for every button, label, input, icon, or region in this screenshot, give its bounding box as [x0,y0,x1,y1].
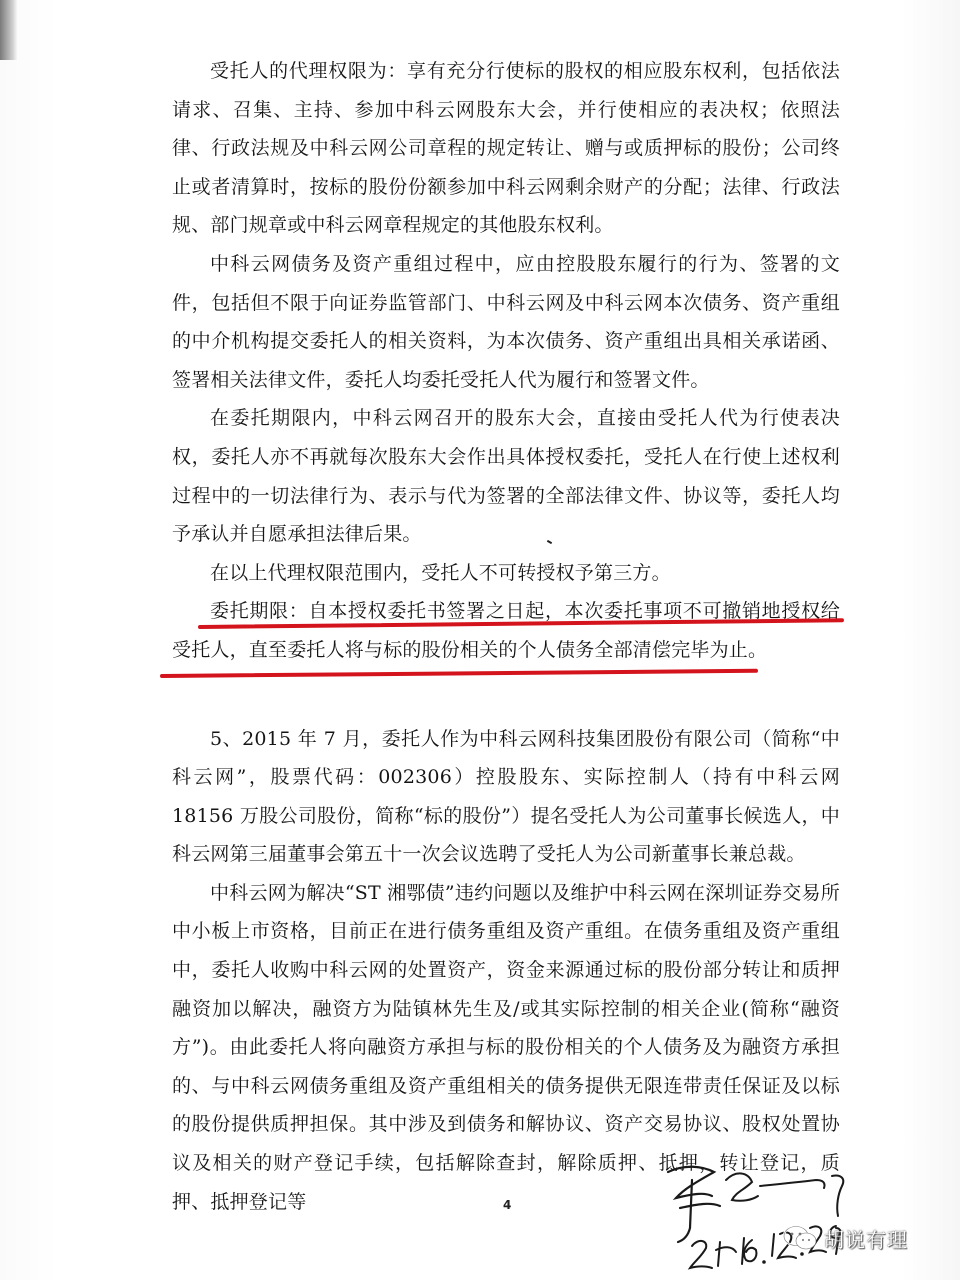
watermark [782,1222,908,1254]
paragraph-no-sub-delegation: 在以上代理权限范围内，受托人不可转授权予第三方。 [210,561,671,584]
paragraph-agent-authority: 受托人的代理权限为：享有充分行使标的股权的相应股东权利，包括依法请求、召集、主持、参加中科云网股东大会，并行使相应的表决权；依照法律、行政法规及中科云网公司章程的规定转让、赠与或质押标的股份；公司终止或者清算时，按标的股份份额参加中科云网剩余财产的分配；法律、行政法规、部门规章或中科云网章程规定的其他股东权利。 [172,60,840,237]
paragraph-debt-restructuring: 中科云网为解决“ST 湘鄂债”违约问题以及维护中科云网在深圳证券交易所中小板上市资格，目前正在进行债务重组及资产重组。在债务重组及资产重组中，委托人收购中科云网的处置资产，资金来源通过标的股份部分转让和质押融资加以解决，融资方为陆镇林先生及/或其实际控制的相关企业(简称“融资方”)。由此委托人将向融资方承担与标的股份相关的个人债务及为融资方承担的、与中科云网债务重组及资产重组相关的债务提供无限连带责任保证及以标的股份提供质押担保。其中涉及到债务和解协议、资产交易协议、股权处置协议及相关的财产登记手续，包括解除查封，解除质押、抵押，转让登记，质押、抵押登记等 [172,881,840,1213]
paragraph-restructuring-signing: 中科云网债务及资产重组过程中，应由控股股东履行的行为、签署的文件，包括但不限于向证券监管部门、中科云网及中科云网本次债务、资产重组的中介机构提交委托人的相关资料，为本次债务、资产重组出具相关承诺函、签署相关法律文件，委托人均委托受托人代为履行和签署文件。 [172,252,840,391]
scan-edge-shadow [0,0,18,60]
handwritten-signature [640,1150,870,1280]
paragraph-voting-rights: 在委托期限内，中科云网召开的股东大会，直接由受托人代为行使表决权，委托人亦不再就每次股东大会作出具体授权委托，受托人在行使上述权利过程中的一切法律行为、表示与代为签署的全部法律文件、协议等，委托人均予承认并自愿承担法律后果。 [172,407,840,546]
wechat-icon [782,1225,818,1251]
document-body [172,52,840,1221]
paragraph-entrustment-period: 委托期限：自本授权委托书签署之日起，本次委托事项不可撤销地授权给受托人，直至委托人将与标的股份相关的个人债务全部清偿完毕为止。 [172,600,840,661]
paragraph-item-5: 5、2015 年 7 月，委托人作为中科云网科技集团股份有限公司（简称“中科云网”，股票代码：002306）控股股东、实际控制人（持有中科云网 18156 万股公司股份，简称“标的股份”）提名受托人为公司董事长候选人，中科云网第三届董事会第五十一次会议选聘了受托人为公司新董事长兼总裁。 [172,727,840,866]
page-number: 4 [503,1198,512,1212]
watermark-text: 胡说有理 [824,1227,908,1252]
